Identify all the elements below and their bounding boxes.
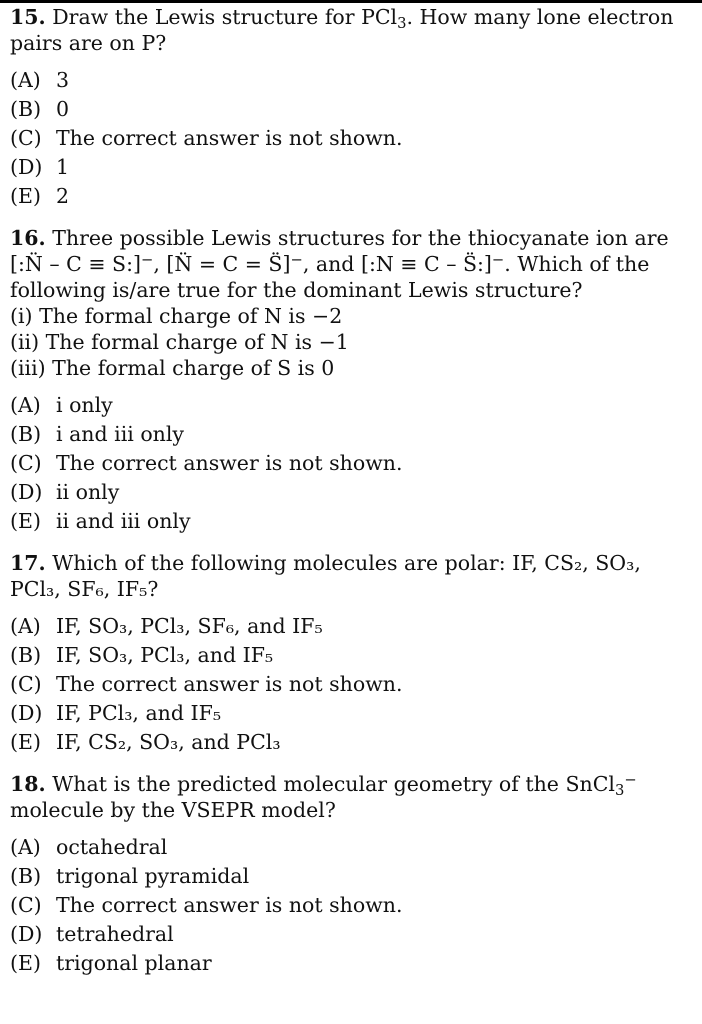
choice-c[interactable]	[10, 670, 694, 699]
choice-letter: (D)	[10, 480, 43, 504]
answer-choices	[10, 391, 694, 536]
choice-letter: (C)	[10, 451, 42, 475]
choice-b[interactable]	[10, 641, 694, 670]
choice-c[interactable]	[10, 449, 694, 478]
and-text: , and	[302, 252, 355, 276]
choice-letter: (E)	[10, 509, 41, 533]
choice-d[interactable]	[10, 699, 694, 728]
choice-b[interactable]	[10, 862, 694, 891]
choice-letter: (A)	[10, 835, 41, 859]
choice-e[interactable]	[10, 507, 694, 536]
stem-text: What is the predicted molecular geometry of the SnCl	[52, 772, 615, 796]
statement-i: (i) The formal charge of N is −2	[10, 304, 343, 328]
question-18	[10, 771, 694, 978]
choice-c[interactable]	[10, 891, 694, 920]
stem-text: . Which of the following is/are true for the dominant Lewis structure?	[10, 252, 650, 302]
choice-text: IF, CS₂, SO₃, and PCl₃	[56, 730, 281, 754]
statement-ii: (ii) The formal charge of N is −1	[10, 330, 349, 354]
choice-b[interactable]	[10, 420, 694, 449]
choice-text: i only	[56, 393, 113, 417]
choice-text: ii and iii only	[56, 509, 191, 533]
subscript: 3	[614, 782, 625, 800]
question-number: 16.	[10, 226, 46, 250]
question-number: 15.	[10, 5, 46, 29]
stem-text: . How many lone electron pairs are on P?	[10, 5, 674, 55]
choice-letter: (E)	[10, 951, 41, 975]
choice-text: trigonal planar	[56, 951, 212, 975]
question-16	[10, 225, 694, 536]
question-stem	[10, 550, 694, 602]
choice-e[interactable]	[10, 949, 694, 978]
lewis-structure-1: [:N̈ – C ≡ S:]−	[10, 251, 154, 276]
choice-letter: (B)	[10, 97, 42, 121]
choice-letter: (B)	[10, 422, 42, 446]
question-sheet	[10, 4, 694, 978]
answer-choices	[10, 833, 694, 978]
choice-d[interactable]	[10, 153, 694, 182]
stem-text: molecule by the VSEPR model?	[10, 798, 336, 822]
lewis-structure-2: [N̈ = C = S̈]−	[166, 251, 303, 276]
choice-text: tetrahedral	[56, 922, 174, 946]
subscript: 3	[397, 15, 407, 33]
choice-e[interactable]	[10, 728, 694, 757]
superscript: −	[624, 771, 637, 789]
choice-text: ii only	[56, 480, 120, 504]
choice-text: The correct answer is not shown.	[56, 126, 403, 150]
answer-choices	[10, 66, 694, 211]
choice-letter: (B)	[10, 643, 42, 667]
choice-d[interactable]	[10, 920, 694, 949]
choice-text: 3	[56, 68, 70, 92]
question-17	[10, 550, 694, 757]
top-rule	[0, 0, 702, 3]
statement-iii: (iii) The formal charge of S is 0	[10, 356, 335, 380]
choice-letter: (E)	[10, 730, 41, 754]
stem-text: Draw the Lewis structure for PCl	[52, 5, 398, 29]
choice-text: 1	[56, 155, 70, 179]
choice-text: 0	[56, 97, 70, 121]
choice-b[interactable]	[10, 95, 694, 124]
question-number: 18.	[10, 772, 46, 796]
choice-text: 2	[56, 184, 70, 208]
choice-a[interactable]	[10, 612, 694, 641]
choice-letter: (A)	[10, 614, 41, 638]
choice-a[interactable]	[10, 66, 694, 95]
choice-text: The correct answer is not shown.	[56, 672, 403, 696]
choice-text: IF, SO₃, PCl₃, and IF₅	[56, 643, 274, 667]
choice-d[interactable]	[10, 478, 694, 507]
choice-letter: (A)	[10, 393, 41, 417]
stem-text: Three possible Lewis structures for the thiocyanate ion are	[52, 226, 669, 250]
answer-choices	[10, 612, 694, 757]
choice-letter: (B)	[10, 864, 42, 888]
choice-letter: (D)	[10, 922, 43, 946]
lewis-structure-3: [:N ≡ C – S̈:]−	[360, 251, 505, 276]
choice-text: trigonal pyramidal	[56, 864, 250, 888]
choice-letter: (C)	[10, 126, 42, 150]
choice-a[interactable]	[10, 833, 694, 862]
choice-letter: (E)	[10, 184, 41, 208]
question-15	[10, 4, 694, 211]
choice-a[interactable]	[10, 391, 694, 420]
choice-text: The correct answer is not shown.	[56, 451, 403, 475]
choice-text: i and iii only	[56, 422, 185, 446]
stem-text: Which of the following molecules are polar: IF, CS₂, SO₃, PCl₃, SF₆, IF₅?	[10, 551, 641, 601]
choice-letter: (C)	[10, 893, 42, 917]
choice-text: octahedral	[56, 835, 168, 859]
question-stem: 16. Three possible Lewis structures for the thiocyanate ion are [:N̈ – C ≡ S:]−, [N̈ = C = S̈]−, and [:N ≡ C – S̈:]−. Which of the following is/are true for the dominant Lewis structure?	[10, 226, 669, 302]
choice-text: IF, PCl₃, and IF₅	[56, 701, 222, 725]
question-stem	[10, 4, 694, 56]
choice-text: IF, SO₃, PCl₃, SF₆, and IF₅	[56, 614, 323, 638]
choice-letter: (D)	[10, 155, 43, 179]
choice-letter: (A)	[10, 68, 41, 92]
choice-letter: (D)	[10, 701, 43, 725]
choice-c[interactable]	[10, 124, 694, 153]
choice-e[interactable]	[10, 182, 694, 211]
choice-text: The correct answer is not shown.	[56, 893, 403, 917]
choice-letter: (C)	[10, 672, 42, 696]
question-number: 17.	[10, 551, 46, 575]
question-stem	[10, 771, 694, 823]
